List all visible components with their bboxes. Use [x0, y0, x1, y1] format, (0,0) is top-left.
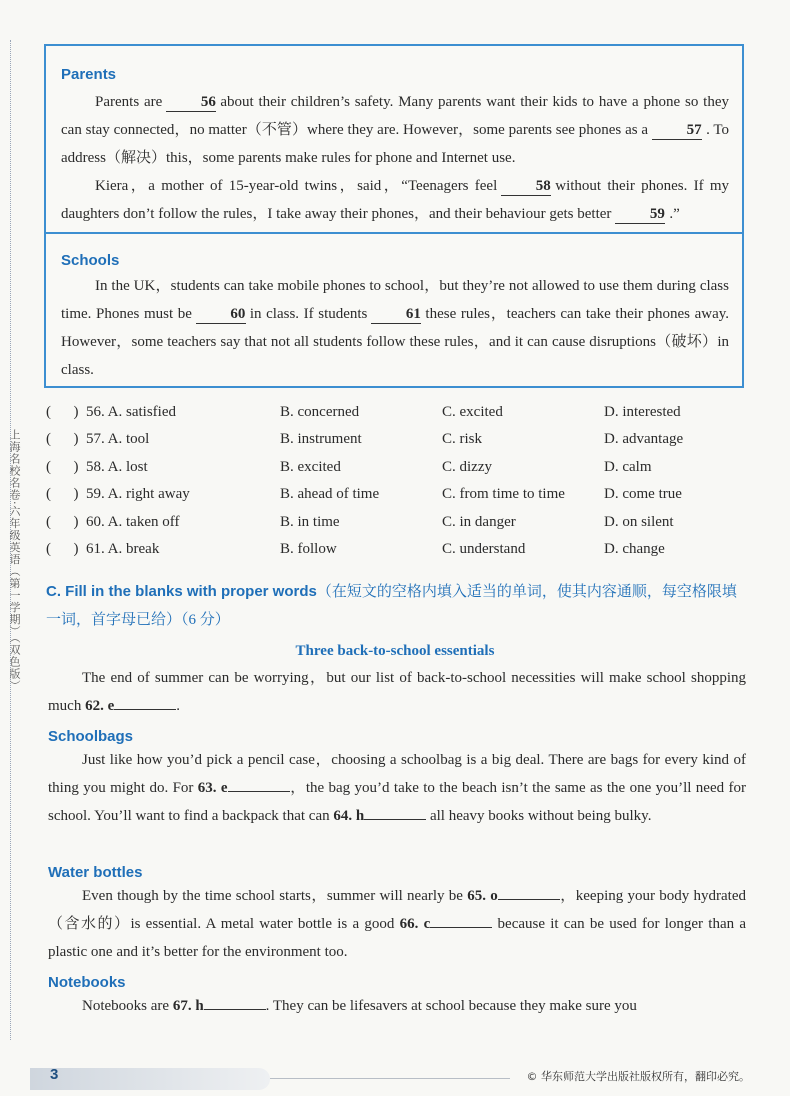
water-bottles-paragraph	[48, 882, 746, 966]
schoolbags-heading: Schoolbags	[48, 728, 134, 745]
question-row	[44, 459, 754, 486]
option-c: C. understand	[442, 540, 526, 557]
parents-paragraph-1	[61, 88, 729, 172]
option-b: B. excited	[280, 458, 341, 475]
water-bottles-heading: Water bottles	[48, 864, 143, 881]
question-66-label: 66. c	[399, 916, 431, 932]
option-a: 56. A. satisfied	[86, 404, 176, 420]
blank-63[interactable]	[228, 791, 290, 792]
question-62-label: 62. e	[85, 698, 115, 714]
option-b: B. concerned	[280, 404, 360, 420]
text: because it can be used for longer than a plastic one and it’s better for the environment too.	[48, 916, 746, 960]
blank-66[interactable]	[430, 927, 492, 928]
option-d: D. interested	[604, 404, 681, 420]
option-b: B. in time	[280, 513, 340, 530]
side-book-label: 上海名校名卷·六年级英语（第一学期）（双色版）	[8, 428, 21, 692]
text: .	[176, 698, 180, 714]
blank-62[interactable]	[114, 709, 176, 710]
blank-56: 56	[166, 93, 216, 112]
option-c: C. excited	[442, 404, 503, 420]
section-c-title: C. Fill in the blanks with proper words	[46, 583, 317, 600]
copyright-notice: © 华东师范大学出版社版权所有，翻印必究。	[526, 1070, 750, 1083]
question-64-label: 64. h	[333, 808, 365, 824]
section-divider	[46, 232, 742, 234]
blank-65[interactable]	[498, 899, 560, 900]
question-65-label: 65. o	[467, 888, 498, 904]
text: ，keeping your body hydrated（含水的）is essential. A metal water bottle is a good	[48, 888, 746, 932]
answer-bracket[interactable]: ( )	[46, 486, 79, 503]
text: Just like how you’d pick a pencil case，choosing a schoolbag is a big deal. There are bags for every kind of thing you might do. For	[48, 752, 746, 796]
answer-bracket[interactable]: ( )	[46, 431, 79, 448]
option-d: D. calm	[604, 458, 652, 475]
parents-heading: Parents	[61, 66, 117, 83]
article-title: Three back-to-school essentials	[295, 643, 495, 659]
section-c-heading	[46, 578, 751, 634]
passage-box	[44, 44, 744, 388]
text: . To address（解决）this，some parents make rules for phone and Internet use.	[61, 122, 729, 166]
footer-rule	[270, 1078, 510, 1079]
option-c: C. in danger	[442, 513, 516, 530]
question-row	[44, 404, 754, 431]
blank-60: 60	[196, 305, 246, 324]
question-row	[44, 431, 754, 458]
schools-heading: Schools	[61, 252, 120, 269]
answer-bracket[interactable]: ( )	[46, 540, 79, 557]
option-a: 57. A. tool	[86, 431, 150, 448]
option-d: D. change	[604, 540, 665, 557]
answer-bracket[interactable]: ( )	[46, 458, 79, 475]
parents-paragraph-2	[61, 172, 729, 228]
text: Kiera，a mother of 15-year-old twins，said，“Teenagers feel	[95, 178, 498, 194]
option-b: B. follow	[280, 540, 337, 557]
question-row	[44, 486, 754, 513]
section-c-instruction: （在短文的空格内填入适当的单词，使其内容通顺，每空格限填一词，首字母已给）（6 分）	[46, 584, 737, 628]
text: The end of summer can be worrying，but our list of back-to-school necessities will make school shopping much	[48, 670, 746, 714]
option-a: 61. A. break	[86, 540, 160, 557]
blank-61: 61	[371, 305, 421, 324]
blank-64[interactable]	[364, 819, 426, 820]
text: Parents are	[95, 94, 163, 110]
multiple-choice-questions	[44, 404, 754, 568]
text: . They can be lifesavers at school because they make sure you	[265, 998, 637, 1014]
text: these rules，teachers can take their phones away. However，some teachers say that not all students follow these rules，and it can cause disruptions（破坏）in class.	[61, 306, 729, 378]
question-63-label: 63. e	[197, 780, 228, 796]
blank-58: 58	[501, 177, 551, 196]
article-intro	[48, 664, 746, 720]
option-a: 59. A. right away	[86, 486, 190, 503]
text: Even though by the time school starts，summer will nearly be	[82, 888, 463, 904]
answer-bracket[interactable]: ( )	[46, 404, 79, 420]
option-c: C. dizzy	[442, 458, 492, 475]
text: ，the bag you’d take to the beach isn’t the same as the one you’ll need for school. You’ll want to find a backpack that can	[48, 780, 746, 824]
option-a: 60. A. taken off	[86, 513, 180, 530]
option-d: D. on silent	[604, 513, 674, 530]
text: all heavy books without being bulky.	[429, 808, 652, 824]
text: Notebooks are	[82, 998, 170, 1014]
question-row	[44, 541, 754, 568]
question-67-label: 67. h	[172, 998, 204, 1014]
text: about their children’s safety. Many parents want their kids to have a phone so they can stay connected，no matter（不管）where they are. However，some parents see phones as a	[61, 94, 729, 138]
question-row	[44, 514, 754, 541]
option-d: D. advantage	[604, 431, 684, 448]
option-d: D. come true	[604, 486, 682, 503]
blank-57: 57	[652, 121, 702, 140]
text: in class. If students	[249, 306, 368, 322]
text: without their phones. If my daughters don’t follow the rules，I take away their phones，and their behaviour gets better	[61, 178, 729, 222]
option-b: B. ahead of time	[280, 486, 380, 503]
schoolbags-paragraph	[48, 746, 746, 830]
option-c: C. risk	[442, 431, 483, 448]
schools-paragraph	[61, 272, 729, 384]
blank-59: 59	[615, 205, 665, 224]
page-number: 3	[50, 1066, 59, 1083]
blank-67[interactable]	[204, 1009, 266, 1010]
notebooks-heading: Notebooks	[48, 974, 126, 991]
text: .”	[669, 206, 680, 222]
answer-bracket[interactable]: ( )	[46, 513, 79, 530]
text: In the UK，students can take mobile phones to school，but they’re not allowed to use them during class time. Phones must be	[61, 278, 729, 322]
option-a: 58. A. lost	[86, 458, 148, 475]
option-b: B. instrument	[280, 431, 362, 448]
footer-tab	[30, 1068, 270, 1090]
option-c: C. from time to time	[442, 486, 565, 503]
notebooks-paragraph	[48, 992, 746, 1020]
